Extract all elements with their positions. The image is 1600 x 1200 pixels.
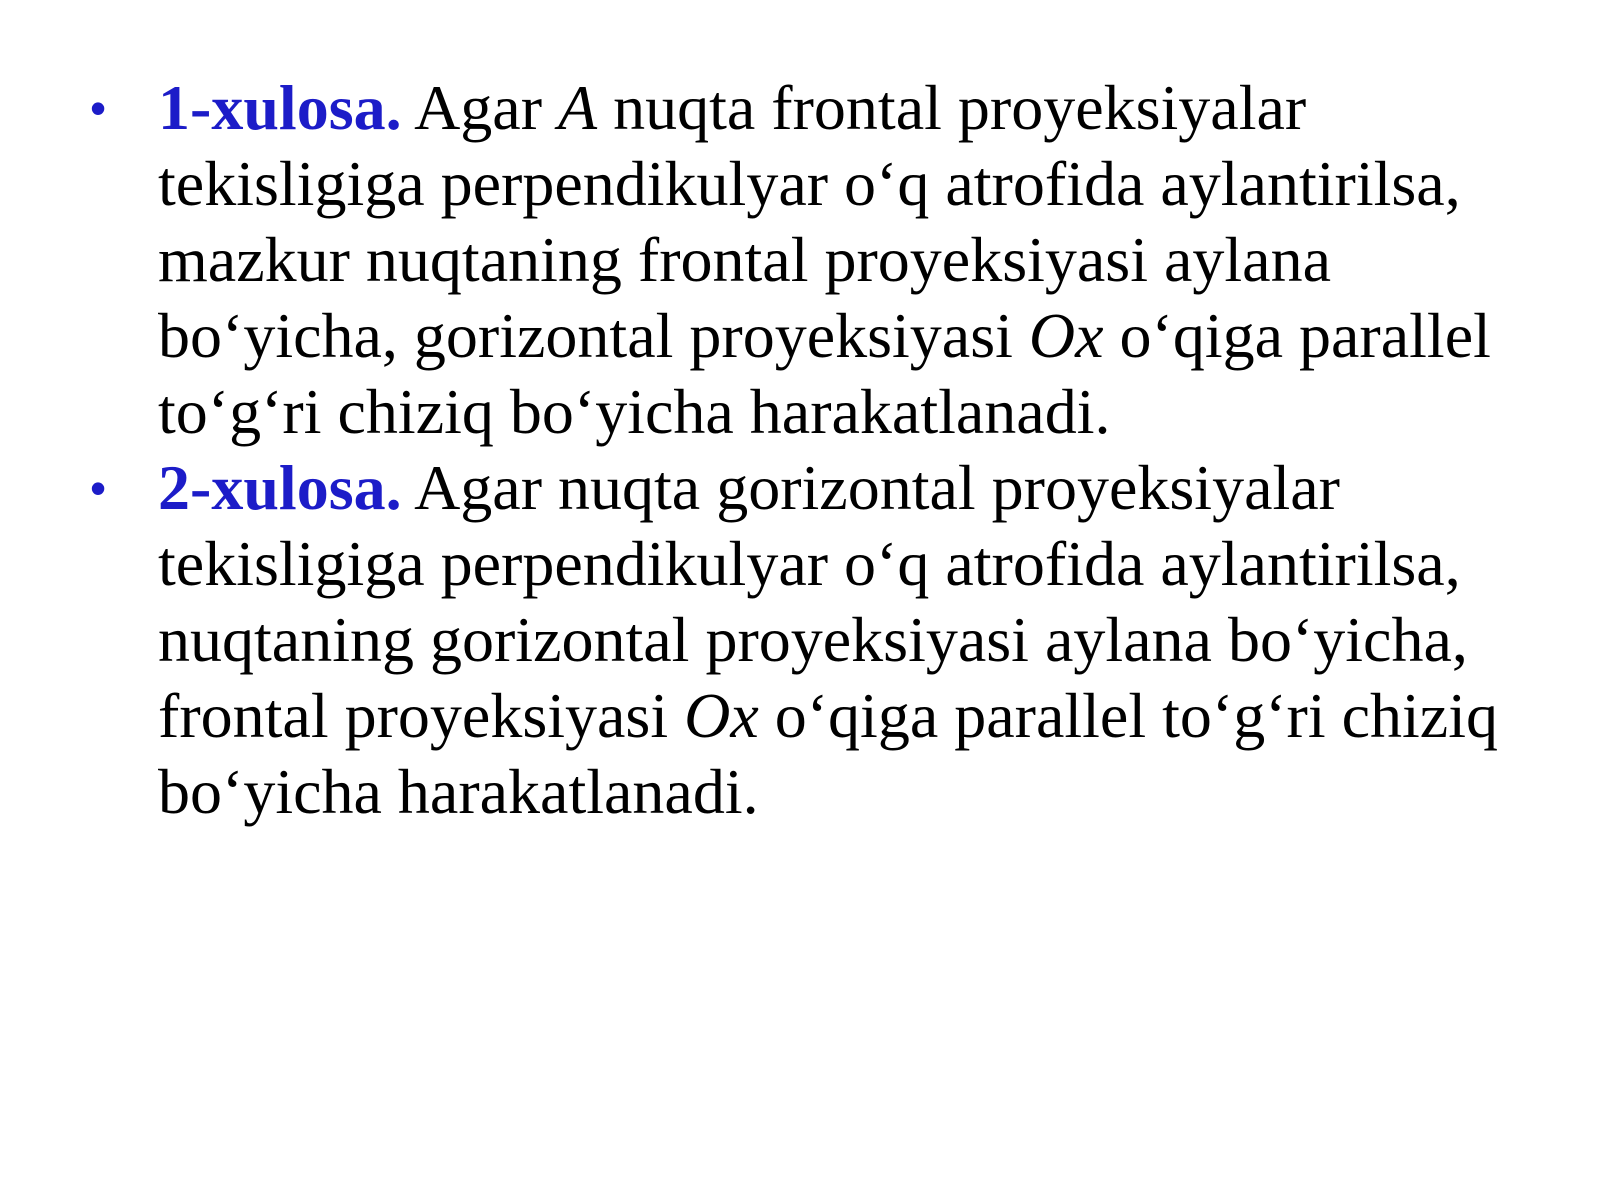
italic-symbol: A: [558, 72, 598, 143]
bullet-item-2: [90, 450, 1510, 830]
body-text: Agar nuqta gorizontal proyeksiyalar tekisligiga perpendikulyar o‘q atrofida aylantirilsa, nuqtaning gorizontal proyeksiyasi aylana bo‘yicha, frontal proyeksiyasi: [158, 452, 1468, 751]
body-text: Agar: [401, 72, 558, 143]
bullet-list: [90, 70, 1510, 830]
bullet-item-1: [90, 70, 1510, 450]
body-text: o‘qiga parallel to‘g‘ri chiziq bo‘yicha harakatlanadi.: [158, 680, 1498, 827]
italic-symbol: Ox: [684, 680, 759, 751]
body-text: o‘qiga parallel to‘g‘ri chiziq bo‘yicha harakatlanadi.: [158, 300, 1491, 447]
italic-symbol: Ox: [1028, 300, 1104, 371]
bullet-icon: •: [90, 462, 107, 514]
conclusion-heading: 2-xulosa.: [158, 452, 402, 523]
conclusion-heading: 1-xulosa.: [158, 72, 402, 143]
body-text: nuqta frontal proyeksiyalar tekisligiga perpendikulyar o‘q atrofida aylantirilsa, mazkur nuqtaning frontal proyeksiyasi aylana bo‘yicha, gorizontal proyeksiyasi: [158, 72, 1461, 371]
bullet-icon: •: [90, 82, 107, 134]
